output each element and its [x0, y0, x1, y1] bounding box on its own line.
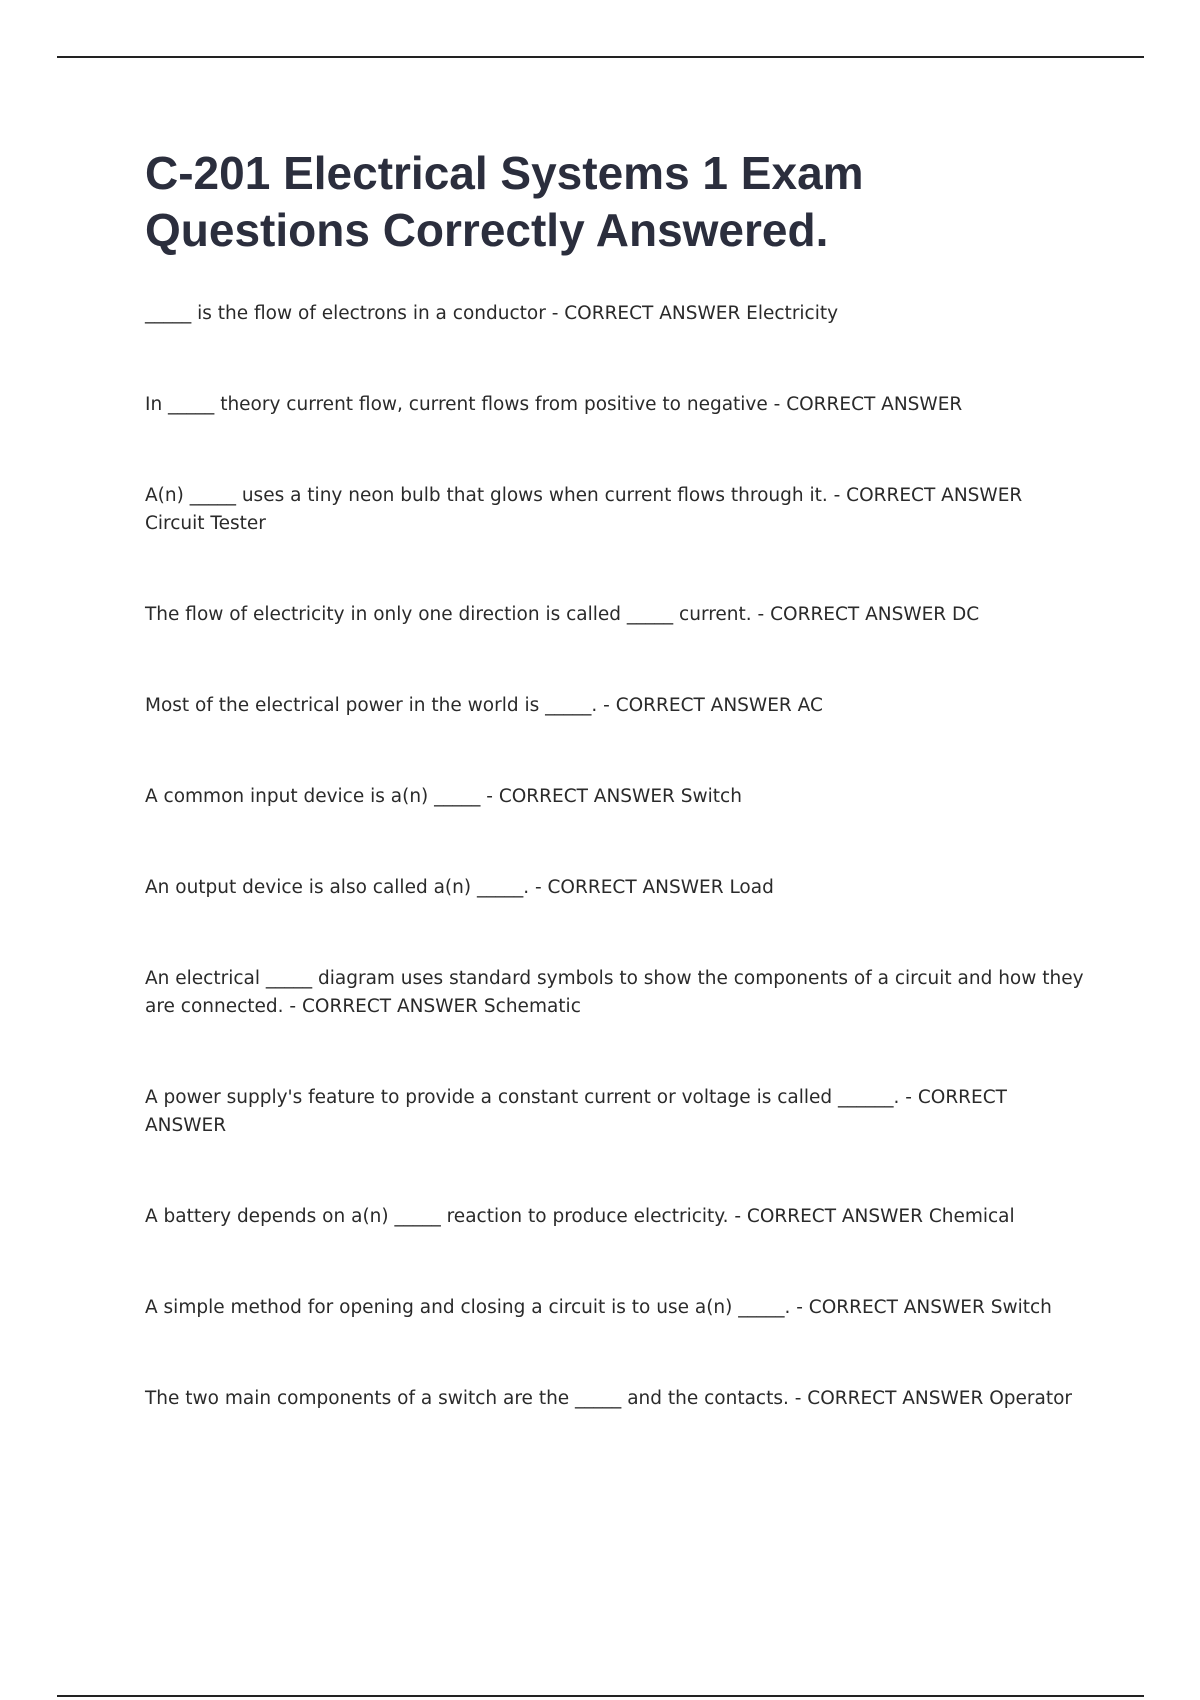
header-rule — [57, 56, 1144, 58]
qa-item: A(n) _____ uses a tiny neon bulb that glows when current flows through it. - CORRECT ANSWER Circuit Tester — [145, 485, 1023, 534]
qa-list — [145, 300, 1085, 1413]
qa-item: An output device is also called a(n) _____. - CORRECT ANSWER Load — [145, 877, 774, 898]
qa-item: A power supply's feature to provide a constant current or voltage is called ______. - CORRECT ANSWER — [145, 1087, 1007, 1136]
document-content — [145, 145, 1085, 1413]
qa-item: In _____ theory current flow, current flows from positive to negative - CORRECT ANSWER — [145, 394, 963, 415]
qa-item: The two main components of a switch are the _____ and the contacts. - CORRECT ANSWER Operator — [145, 1388, 1073, 1409]
qa-item: _____ is the flow of electrons in a conductor - CORRECT ANSWER Electricity — [145, 303, 839, 324]
qa-item: Most of the electrical power in the world is _____. - CORRECT ANSWER AC — [145, 695, 823, 716]
qa-item: An electrical _____ diagram uses standard symbols to show the components of a circuit and how they are connected. - CORRECT ANSWER Schematic — [145, 968, 1084, 1017]
qa-item: The flow of electricity in only one direction is called _____ current. - CORRECT ANSWER DC — [145, 604, 980, 625]
document-title: C-201 Electrical Systems 1 Exam Questions Correctly Answered. — [145, 147, 864, 256]
qa-item: A common input device is a(n) _____ - CORRECT ANSWER Switch — [145, 786, 742, 807]
footer-rule — [57, 1695, 1144, 1697]
qa-item: A simple method for opening and closing a circuit is to use a(n) _____. - CORRECT ANSWER Switch — [145, 1297, 1052, 1318]
qa-item: A battery depends on a(n) _____ reaction to produce electricity. - CORRECT ANSWER Chemical — [145, 1206, 1015, 1227]
